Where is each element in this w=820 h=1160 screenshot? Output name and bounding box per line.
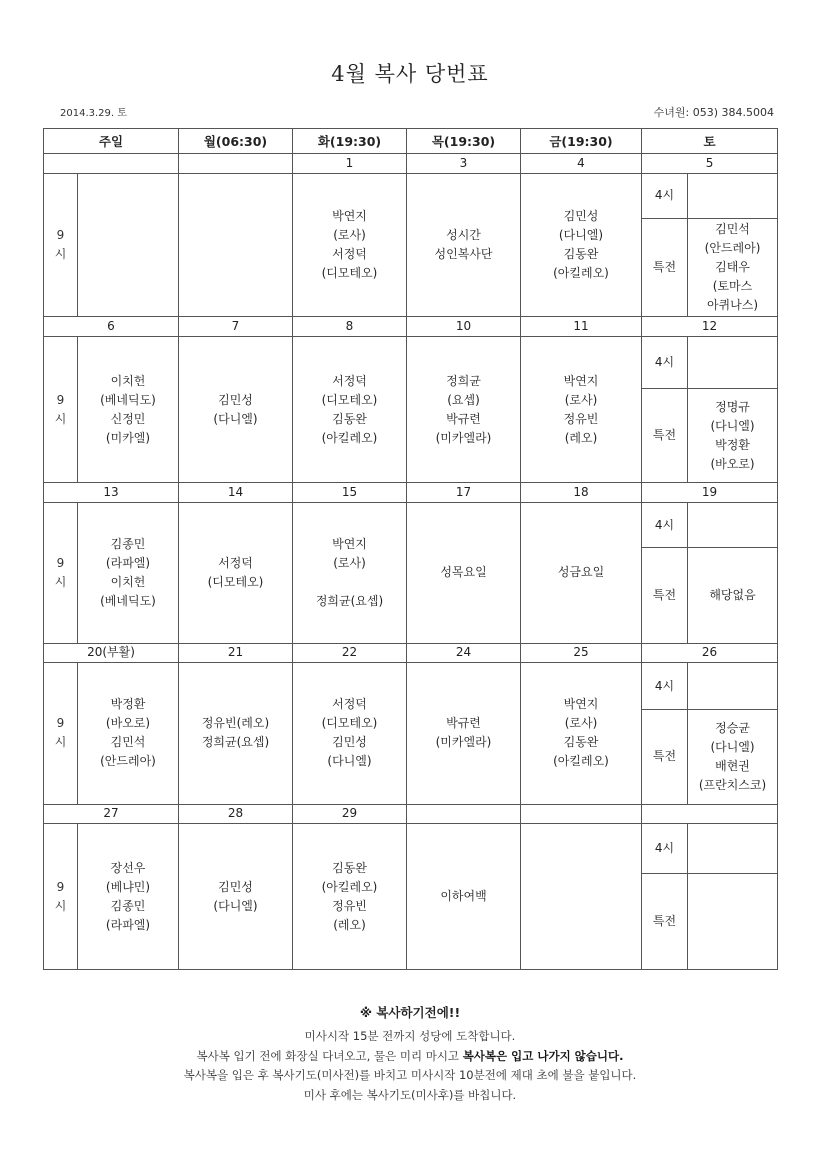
cell-tuesday bbox=[293, 502, 407, 643]
saturday-4pm-cell bbox=[688, 824, 778, 874]
time-label-part: 시 bbox=[54, 735, 67, 750]
assigned-server: (다니엘) bbox=[213, 898, 258, 913]
header-saturday: 토 bbox=[642, 129, 778, 154]
assigned-server: (바오로) bbox=[710, 456, 755, 471]
assigned-server: (레오) bbox=[333, 917, 366, 932]
assigned-server: (요셉) bbox=[447, 392, 480, 407]
cell-monday bbox=[179, 824, 293, 970]
day-number: 20(부활) bbox=[44, 643, 179, 663]
assigned-server: 김민성 bbox=[332, 735, 367, 750]
header-sunday: 주일 bbox=[44, 129, 179, 154]
time-label-part: 9 bbox=[56, 879, 65, 894]
assigned-server: (프란치스코) bbox=[698, 777, 767, 792]
assigned-server: 김동완 bbox=[332, 860, 367, 875]
assigned-server: 서정덕 bbox=[332, 246, 367, 261]
assigned-server: (로사) bbox=[564, 716, 598, 731]
time-label-part: 9 bbox=[56, 716, 65, 731]
cell-monday bbox=[179, 336, 293, 483]
header-friday: 금(19:30) bbox=[521, 129, 642, 154]
assigned-server: (디모테오) bbox=[321, 716, 378, 731]
issue-date: 2014.3.29. 토 bbox=[60, 108, 127, 119]
assigned-server: (로사) bbox=[333, 555, 366, 570]
cell-thursday bbox=[407, 824, 521, 970]
assigned-server: 정유빈 bbox=[563, 411, 599, 426]
day-number: 6 bbox=[44, 317, 179, 337]
time-label-part: 9 bbox=[56, 227, 65, 242]
assigned-server: 서정덕 bbox=[332, 697, 367, 712]
assigned-server: 김동완 bbox=[563, 246, 599, 261]
day-number: 1 bbox=[293, 154, 407, 174]
day-number: 8 bbox=[293, 317, 407, 337]
header-tuesday: 화(19:30) bbox=[293, 129, 407, 154]
time-label-part: 시 bbox=[54, 411, 67, 426]
assigned-server: (디모테오) bbox=[321, 265, 378, 280]
day-number: 13 bbox=[44, 483, 179, 503]
week-row bbox=[44, 336, 778, 388]
assigned-server: 정유빈(레오) bbox=[201, 716, 270, 731]
assigned-server: (디모테오) bbox=[321, 392, 378, 407]
time-label-part: 시 bbox=[54, 898, 67, 913]
assigned-server: 김민석 bbox=[110, 735, 146, 750]
assigned-server: 김종민 bbox=[110, 536, 146, 551]
schedule-table bbox=[43, 128, 778, 970]
day-number: 29 bbox=[293, 804, 407, 824]
saturday-special-cell bbox=[688, 218, 778, 317]
assigned-server: (다니엘) bbox=[710, 418, 755, 433]
assigned-server: (디모테오) bbox=[207, 574, 264, 589]
week-row bbox=[44, 502, 778, 547]
saturday-4pm-label: 4시 bbox=[642, 502, 688, 547]
notes-title: ※ 복사하기전에!! bbox=[359, 1005, 461, 1020]
cell-thursday bbox=[407, 663, 521, 805]
time-label bbox=[44, 336, 78, 483]
cell-sunday bbox=[78, 336, 179, 483]
assigned-server: 정승균 bbox=[715, 720, 750, 735]
cell-sunday bbox=[78, 502, 179, 643]
day-number: 7 bbox=[179, 317, 293, 337]
assigned-server: 김민성 bbox=[218, 879, 253, 894]
assigned-server: 김민석 bbox=[715, 221, 750, 236]
day-number bbox=[179, 154, 293, 174]
assigned-server: 이치헌 bbox=[110, 574, 146, 589]
cell-monday bbox=[179, 502, 293, 643]
day-number: 10 bbox=[407, 317, 521, 337]
assigned-server: 성시간 bbox=[446, 227, 481, 242]
time-label-part: 시 bbox=[54, 574, 67, 589]
assigned-server: (미카엘라) bbox=[435, 735, 492, 750]
cell-thursday bbox=[407, 336, 521, 483]
day-number: 4 bbox=[521, 154, 642, 174]
day-number-row bbox=[44, 317, 778, 337]
day-number-row bbox=[44, 643, 778, 663]
saturday-special-cell bbox=[688, 389, 778, 483]
day-number: 19 bbox=[642, 483, 778, 503]
day-number: 25 bbox=[521, 643, 642, 663]
saturday-special-label: 특전 bbox=[642, 874, 688, 970]
header-monday: 월(06:30) bbox=[179, 129, 293, 154]
assigned-server: (안드레아) bbox=[100, 754, 156, 769]
assigned-server: 성인복사단 bbox=[434, 246, 493, 261]
note-line-2-emphasis: 복사복은 입고 나가지 않습니다. bbox=[462, 1048, 624, 1063]
assigned-server: 성금요일 bbox=[557, 565, 605, 580]
assigned-server: (라파엘) bbox=[105, 917, 151, 932]
cell-monday bbox=[179, 173, 293, 317]
saturday-4pm-cell bbox=[688, 663, 778, 710]
assigned-server: (로사) bbox=[564, 392, 598, 407]
day-number: 3 bbox=[407, 154, 521, 174]
time-label-part: 9 bbox=[56, 392, 65, 407]
assigned-server: (레오) bbox=[564, 430, 598, 445]
day-number bbox=[642, 804, 778, 824]
cell-sunday bbox=[78, 173, 179, 317]
day-number-row bbox=[44, 804, 778, 824]
saturday-special-cell bbox=[688, 710, 778, 804]
assigned-server: 정희균(요셉) bbox=[315, 593, 384, 608]
time-label bbox=[44, 173, 78, 317]
assigned-server: (다니엘) bbox=[213, 411, 258, 426]
day-number: 5 bbox=[642, 154, 778, 174]
day-number: 28 bbox=[179, 804, 293, 824]
page-title: 4월 복사 당번표 bbox=[331, 62, 489, 86]
day-number bbox=[407, 804, 521, 824]
day-number: 24 bbox=[407, 643, 521, 663]
assigned-server: 정희균(요셉) bbox=[201, 735, 270, 750]
day-number: 26 bbox=[642, 643, 778, 663]
assigned-server: 박규련 bbox=[446, 411, 481, 426]
day-number: 11 bbox=[521, 317, 642, 337]
header-thursday: 목(19:30) bbox=[407, 129, 521, 154]
day-number bbox=[521, 804, 642, 824]
day-number-row bbox=[44, 154, 778, 174]
day-number: 27 bbox=[44, 804, 179, 824]
cell-friday bbox=[521, 173, 642, 317]
day-number: 12 bbox=[642, 317, 778, 337]
cell-tuesday bbox=[293, 173, 407, 317]
assigned-server: 박연지 bbox=[563, 697, 599, 712]
assigned-server: 김동완 bbox=[563, 735, 599, 750]
saturday-special-cell bbox=[688, 548, 778, 643]
day-number: 18 bbox=[521, 483, 642, 503]
cell-thursday bbox=[407, 173, 521, 317]
header-row bbox=[44, 129, 778, 154]
assigned-server: (다니엘) bbox=[558, 227, 604, 242]
assigned-server: 배현권 bbox=[715, 758, 750, 773]
cell-friday bbox=[521, 824, 642, 970]
assigned-server: 성목요일 bbox=[440, 565, 487, 580]
day-number-row bbox=[44, 483, 778, 503]
assigned-server: (미카엘라) bbox=[435, 430, 492, 445]
saturday-special-label: 특전 bbox=[642, 710, 688, 804]
convent-phone: 수녀원: 053) 384.5004 bbox=[653, 106, 774, 119]
assigned-server: 박규련 bbox=[446, 716, 481, 731]
cell-tuesday bbox=[293, 663, 407, 805]
assigned-server: (바오로) bbox=[105, 716, 151, 731]
note-line-2-text: 복사복 입기 전에 화장실 다녀오고, 물은 미리 마시고 bbox=[196, 1048, 463, 1063]
assigned-server: 신정민 bbox=[110, 411, 146, 426]
note-line-2 bbox=[0, 1047, 820, 1067]
saturday-special-cell bbox=[688, 874, 778, 970]
assigned-server: (라파엘) bbox=[105, 555, 151, 570]
assigned-server: 김민성 bbox=[218, 392, 253, 407]
cell-tuesday bbox=[293, 824, 407, 970]
assigned-server: (아킬레오) bbox=[321, 430, 378, 445]
saturday-special-label: 특전 bbox=[642, 218, 688, 317]
time-label bbox=[44, 502, 78, 643]
day-number: 17 bbox=[407, 483, 521, 503]
assigned-server: (아킬레오) bbox=[553, 754, 609, 769]
week-row bbox=[44, 173, 778, 218]
cell-friday bbox=[521, 336, 642, 483]
assigned-server: (로사) bbox=[333, 227, 366, 242]
assigned-server: 서정덕 bbox=[332, 373, 367, 388]
assigned-server: 김종민 bbox=[110, 898, 146, 913]
assigned-server: 서정덕 bbox=[218, 555, 253, 570]
cell-friday bbox=[521, 502, 642, 643]
assigned-server: 박연지 bbox=[332, 536, 367, 551]
cell-friday bbox=[521, 663, 642, 805]
assigned-server: (다니엘) bbox=[327, 754, 372, 769]
day-number bbox=[44, 154, 179, 174]
saturday-4pm-label: 4시 bbox=[642, 663, 688, 710]
assigned-server: (안드레아) bbox=[704, 240, 761, 255]
assigned-server: 박연지 bbox=[563, 373, 599, 388]
week-row bbox=[44, 824, 778, 874]
week-row bbox=[44, 663, 778, 710]
assigned-server: (미카엘) bbox=[105, 430, 151, 445]
assigned-server: (베네딕도) bbox=[100, 392, 156, 407]
time-label-part: 9 bbox=[56, 555, 65, 570]
assigned-server: (토마스 bbox=[712, 278, 753, 293]
assigned-server: 박정환 bbox=[110, 697, 146, 712]
note-line-3: 복사복을 입은 후 복사기도(미사전)를 바치고 미사시작 10분전에 제대 초에 불을 붙입니다. bbox=[183, 1068, 637, 1082]
assigned-server: 김태우 bbox=[715, 259, 750, 274]
assigned-server: 장선우 bbox=[110, 860, 146, 875]
saturday-special-label: 특전 bbox=[642, 389, 688, 483]
assigned-server: (아킬레오) bbox=[553, 265, 609, 280]
assigned-server: (베냐민) bbox=[105, 879, 151, 894]
cell-tuesday bbox=[293, 336, 407, 483]
assigned-server: 박정환 bbox=[715, 437, 750, 452]
time-label-part: 시 bbox=[54, 246, 67, 261]
day-number: 21 bbox=[179, 643, 293, 663]
assigned-server: (아킬레오) bbox=[321, 879, 378, 894]
assigned-server: (다니엘) bbox=[710, 739, 755, 754]
day-number: 15 bbox=[293, 483, 407, 503]
assigned-server bbox=[293, 573, 406, 592]
cell-sunday bbox=[78, 824, 179, 970]
assigned-server: 이하여백 bbox=[440, 889, 487, 904]
saturday-4pm-cell bbox=[688, 502, 778, 547]
saturday-4pm-cell bbox=[688, 173, 778, 218]
cell-sunday bbox=[78, 663, 179, 805]
saturday-4pm-cell bbox=[688, 336, 778, 388]
notes-section bbox=[0, 1003, 820, 1105]
saturday-4pm-label: 4시 bbox=[642, 824, 688, 874]
assigned-server: 김민성 bbox=[563, 208, 599, 223]
time-label bbox=[44, 663, 78, 805]
saturday-special-label: 특전 bbox=[642, 548, 688, 643]
assigned-server: 해당없음 bbox=[709, 587, 756, 602]
day-number: 14 bbox=[179, 483, 293, 503]
assigned-server: 이치헌 bbox=[110, 373, 146, 388]
assigned-server: 아퀴나스) bbox=[706, 297, 759, 312]
note-line-1: 미사시작 15분 전까지 성당에 도착합니다. bbox=[304, 1029, 516, 1043]
day-number: 22 bbox=[293, 643, 407, 663]
assigned-server: 정유빈 bbox=[332, 898, 367, 913]
cell-monday bbox=[179, 663, 293, 805]
time-label bbox=[44, 824, 78, 970]
assigned-server: 정희균 bbox=[446, 373, 481, 388]
saturday-4pm-label: 4시 bbox=[642, 336, 688, 388]
assigned-server: 정명규 bbox=[715, 399, 750, 414]
saturday-4pm-label: 4시 bbox=[642, 173, 688, 218]
assigned-server: 박연지 bbox=[332, 208, 367, 223]
assigned-server: 김동완 bbox=[332, 411, 367, 426]
cell-thursday bbox=[407, 502, 521, 643]
assigned-server: (베네딕도) bbox=[100, 593, 156, 608]
note-line-4: 미사 후에는 복사기도(미사후)를 바칩니다. bbox=[303, 1087, 517, 1102]
